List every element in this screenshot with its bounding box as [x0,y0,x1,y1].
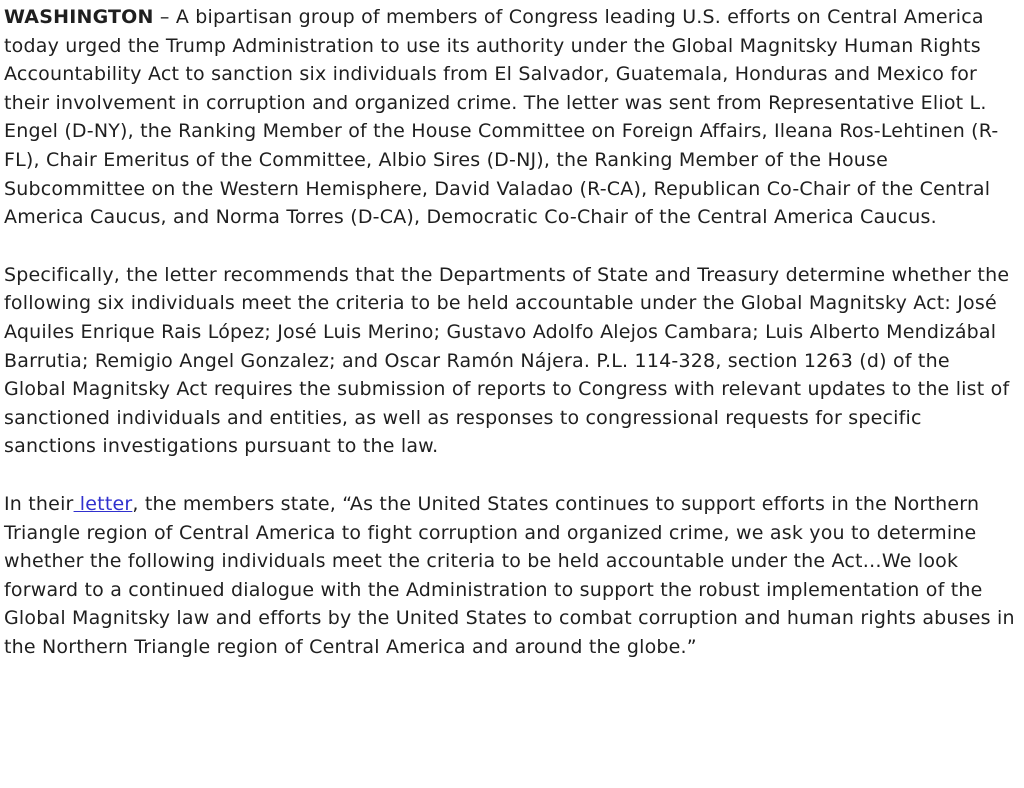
paragraph-quote [4,490,1016,662]
paragraph-lead-text: – A bipartisan group of members of Congress leading U.S. efforts on Central America today urged the Trump Administration to use its authority under the Global Magnitsky Human Rights Accountability Act to sanction six individuals from El Salvador, Guatemala, Honduras and Mexico for their involvement in corruption and organized crime. The letter was sent from Representative Eliot L. Engel (D-NY), the Ranking Member of the House Committee on Foreign Affairs, Ileana Ros-Lehtinen (R-FL), Chair Emeritus of the Committee, Albio Sires (D-NJ), the Ranking Member of the House Subcommittee on the Western Hemisphere, David Valadao (R-CA), Republican Co-Chair of the Central America Caucus, and Norma Torres (D-CA), Democratic Co-Chair of the Central America Caucus. [4,6,999,229]
paragraph-lead [4,3,1016,232]
paragraph-recommendations [4,261,1016,461]
letter-link[interactable]: letter [73,492,133,515]
paragraph-quote-after-link: , the members state, “As the United States continues to support efforts in the Northern Triangle region of Central America to fight corruption and organized crime, we ask you to determine whether the following individuals meet the criteria to be held accountable under the Act…We look forward to a continued dialogue with the Administration to support the robust implementation of the Global Magnitsky law and efforts by the United States to combat corruption and human rights abuses in the Northern Triangle region of Central America and around the globe.” [4,492,1015,658]
paragraph-recommendations-text: Specifically, the letter recommends that the Departments of State and Treasury determine whether the following six individuals meet the criteria to be held accountable under the Global Magnitsky Act: José Aquiles Enrique Rais López; José Luis Merino; Gustavo Adolfo Alejos Cambara; Luis Alberto Mendizábal Barrutia; Remigio Angel Gonzalez; and Oscar Ramón Nájera. P.L. 114-328, section 1263 (d) of the Global Magnitsky Act requires the submission of reports to Congress with relevant updates to the list of sanctioned individuals and entities, as well as responses to congressional requests for specific sanctions investigations pursuant to the law. [4,263,1010,458]
dateline: WASHINGTON [4,6,154,28]
paragraph-quote-before-link: In their [4,492,74,515]
